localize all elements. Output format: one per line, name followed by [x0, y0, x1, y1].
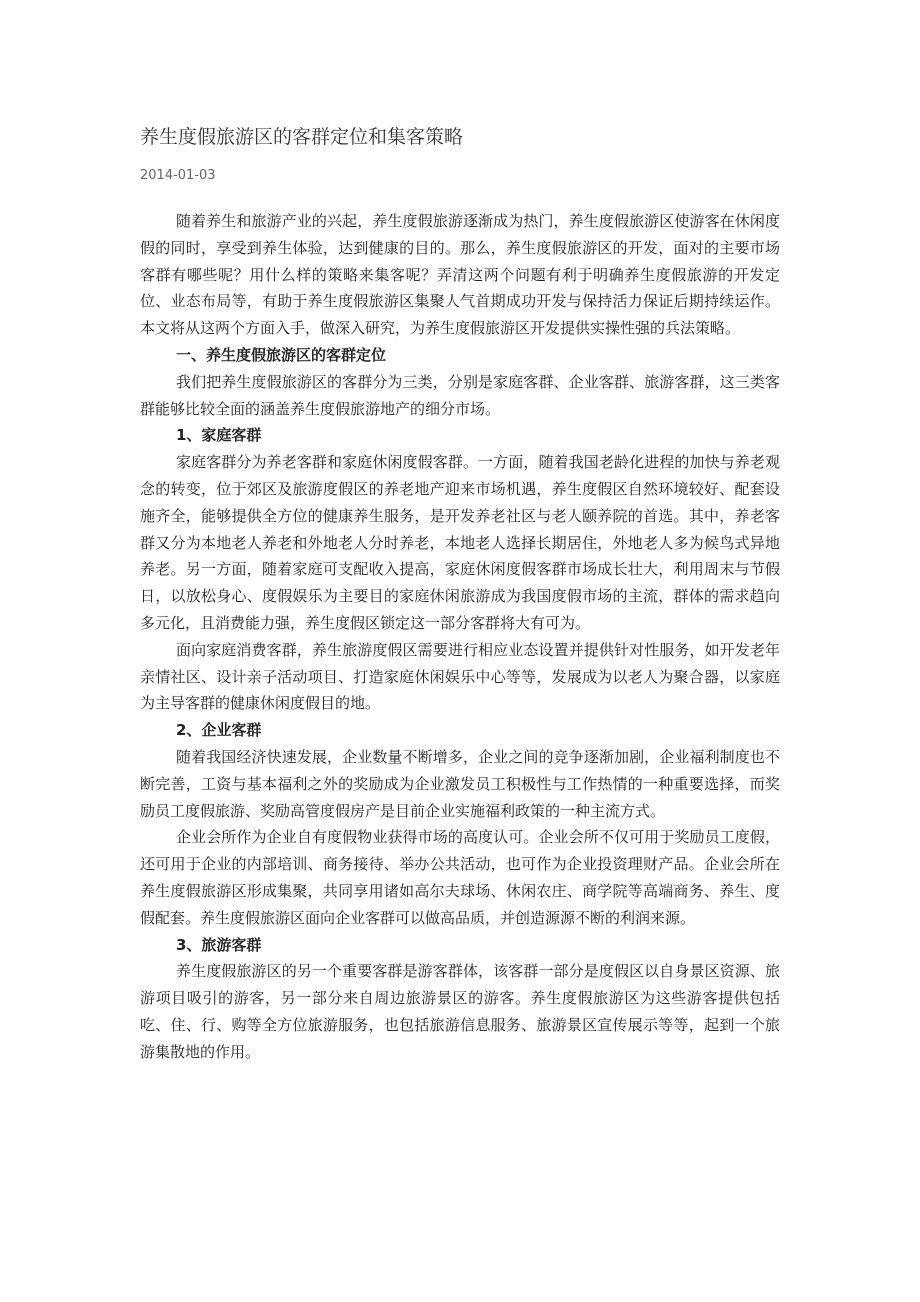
article-page: [140, 122, 780, 1066]
family-paragraph-2: 面向家庭消费客群，养生旅游度假区需要进行相应业态设置并提供针对性服务，如开发老年亲情社区、设计亲子活动项目、打造家庭休闲娱乐中心等等，发展成为以老人为聚合器，以家庭为主导客群的健康休闲度假目的地。: [140, 640, 780, 713]
tourist-paragraph-1: 养生度假旅游区的另一个重要客群是游客群体，该客群一部分是度假区以自身景区资源、旅游项目吸引的游客，另一部分来自周边旅游景区的游客。养生度假旅游区为这些游客提供包括吃、住、行、购等全方位旅游服务，也包括旅游信息服务、旅游景区宣传展示等等，起到一个旅游集散地的作用。: [140, 962, 780, 1061]
intro-paragraph: 随着养生和旅游产业的兴起，养生度假旅游逐渐成为热门，养生度假旅游区使游客在休闲度假的同时，享受到养生体验，达到健康的目的。那么，养生度假旅游区的开发，面对的主要市场客群有哪些呢？用什么样的策略来集客呢？弄清这两个问题有利于明确养生度假旅游的开发定位、业态布局等，有助于养生度假旅游区集聚人气首期成功开发与保持活力保证后期持续运作。本文将从这两个方面入手，做深入研究，为养生度假旅游区开发提供实操性强的兵法策略。: [140, 212, 780, 338]
section-heading-customer-positioning: 一、养生度假旅游区的客群定位: [176, 345, 387, 364]
subsection-heading-enterprise: 2、企业客群: [176, 721, 262, 740]
section-paragraph: 我们把养生度假旅游区的客群分为三类，分别是家庭客群、企业客群、旅游客群，这三类客群能够比较全面的涵盖养生度假旅游地产的细分市场。: [140, 372, 780, 418]
enterprise-paragraph-2: 企业会所作为企业自有度假物业获得市场的高度认可。企业会所不仅可用于奖励员工度假，还可用于企业的内部培训、商务接待、举办公共活动，也可作为企业投资理财产品。企业会所在养生度假旅游区形成集聚，共同享用诸如高尔夫球场、休闲农庄、商学院等高端商务、养生、度假配套。养生度假旅游区面向企业客群可以做高品质，并创造源源不断的利润来源。: [140, 828, 780, 927]
family-paragraph-1: 家庭客群分为养老客群和家庭休闲度假客群。一方面，随着我国老龄化进程的加快与养老观念的转变，位于郊区及旅游度假区的养老地产迎来市场机遇，养生度假区自然环境较好、配套设施齐全，能够提供全方位的健康养生服务，是开发养老社区与老人颐养院的首选。其中，养老客群又分为本地老人养老和外地老人分时养老，本地老人选择长期居住，外地老人多为候鸟式异地养老。另一方面，随着家庭可支配收入提高，家庭休闲度假客群市场成长壮大，利用周末与节假日，以放松身心、度假娱乐为主要目的家庭休闲旅游成为我国度假市场的主流，群体的需求趋向多元化，且消费能力强，养生度假区锁定这一部分客群将大有可为。: [140, 453, 780, 632]
article-title: 养生度假旅游区的客群定位和集客策略: [140, 126, 464, 148]
enterprise-paragraph-1: 随着我国经济快速发展，企业数量不断增多，企业之间的竞争逐渐加剧，企业福利制度也不断完善，工资与基本福利之外的奖励成为企业激发员工积极性与工作热情的一种重要选择，而奖励员工度假旅游、奖励高管度假房产是目前企业实施福利政策的一种主流方式。: [140, 747, 780, 820]
article-date: 2014-01-03: [140, 168, 216, 183]
article-body: [140, 208, 780, 1066]
subsection-heading-tourist: 3、旅游客群: [176, 935, 262, 954]
subsection-heading-family: 1、家庭客群: [176, 426, 262, 445]
